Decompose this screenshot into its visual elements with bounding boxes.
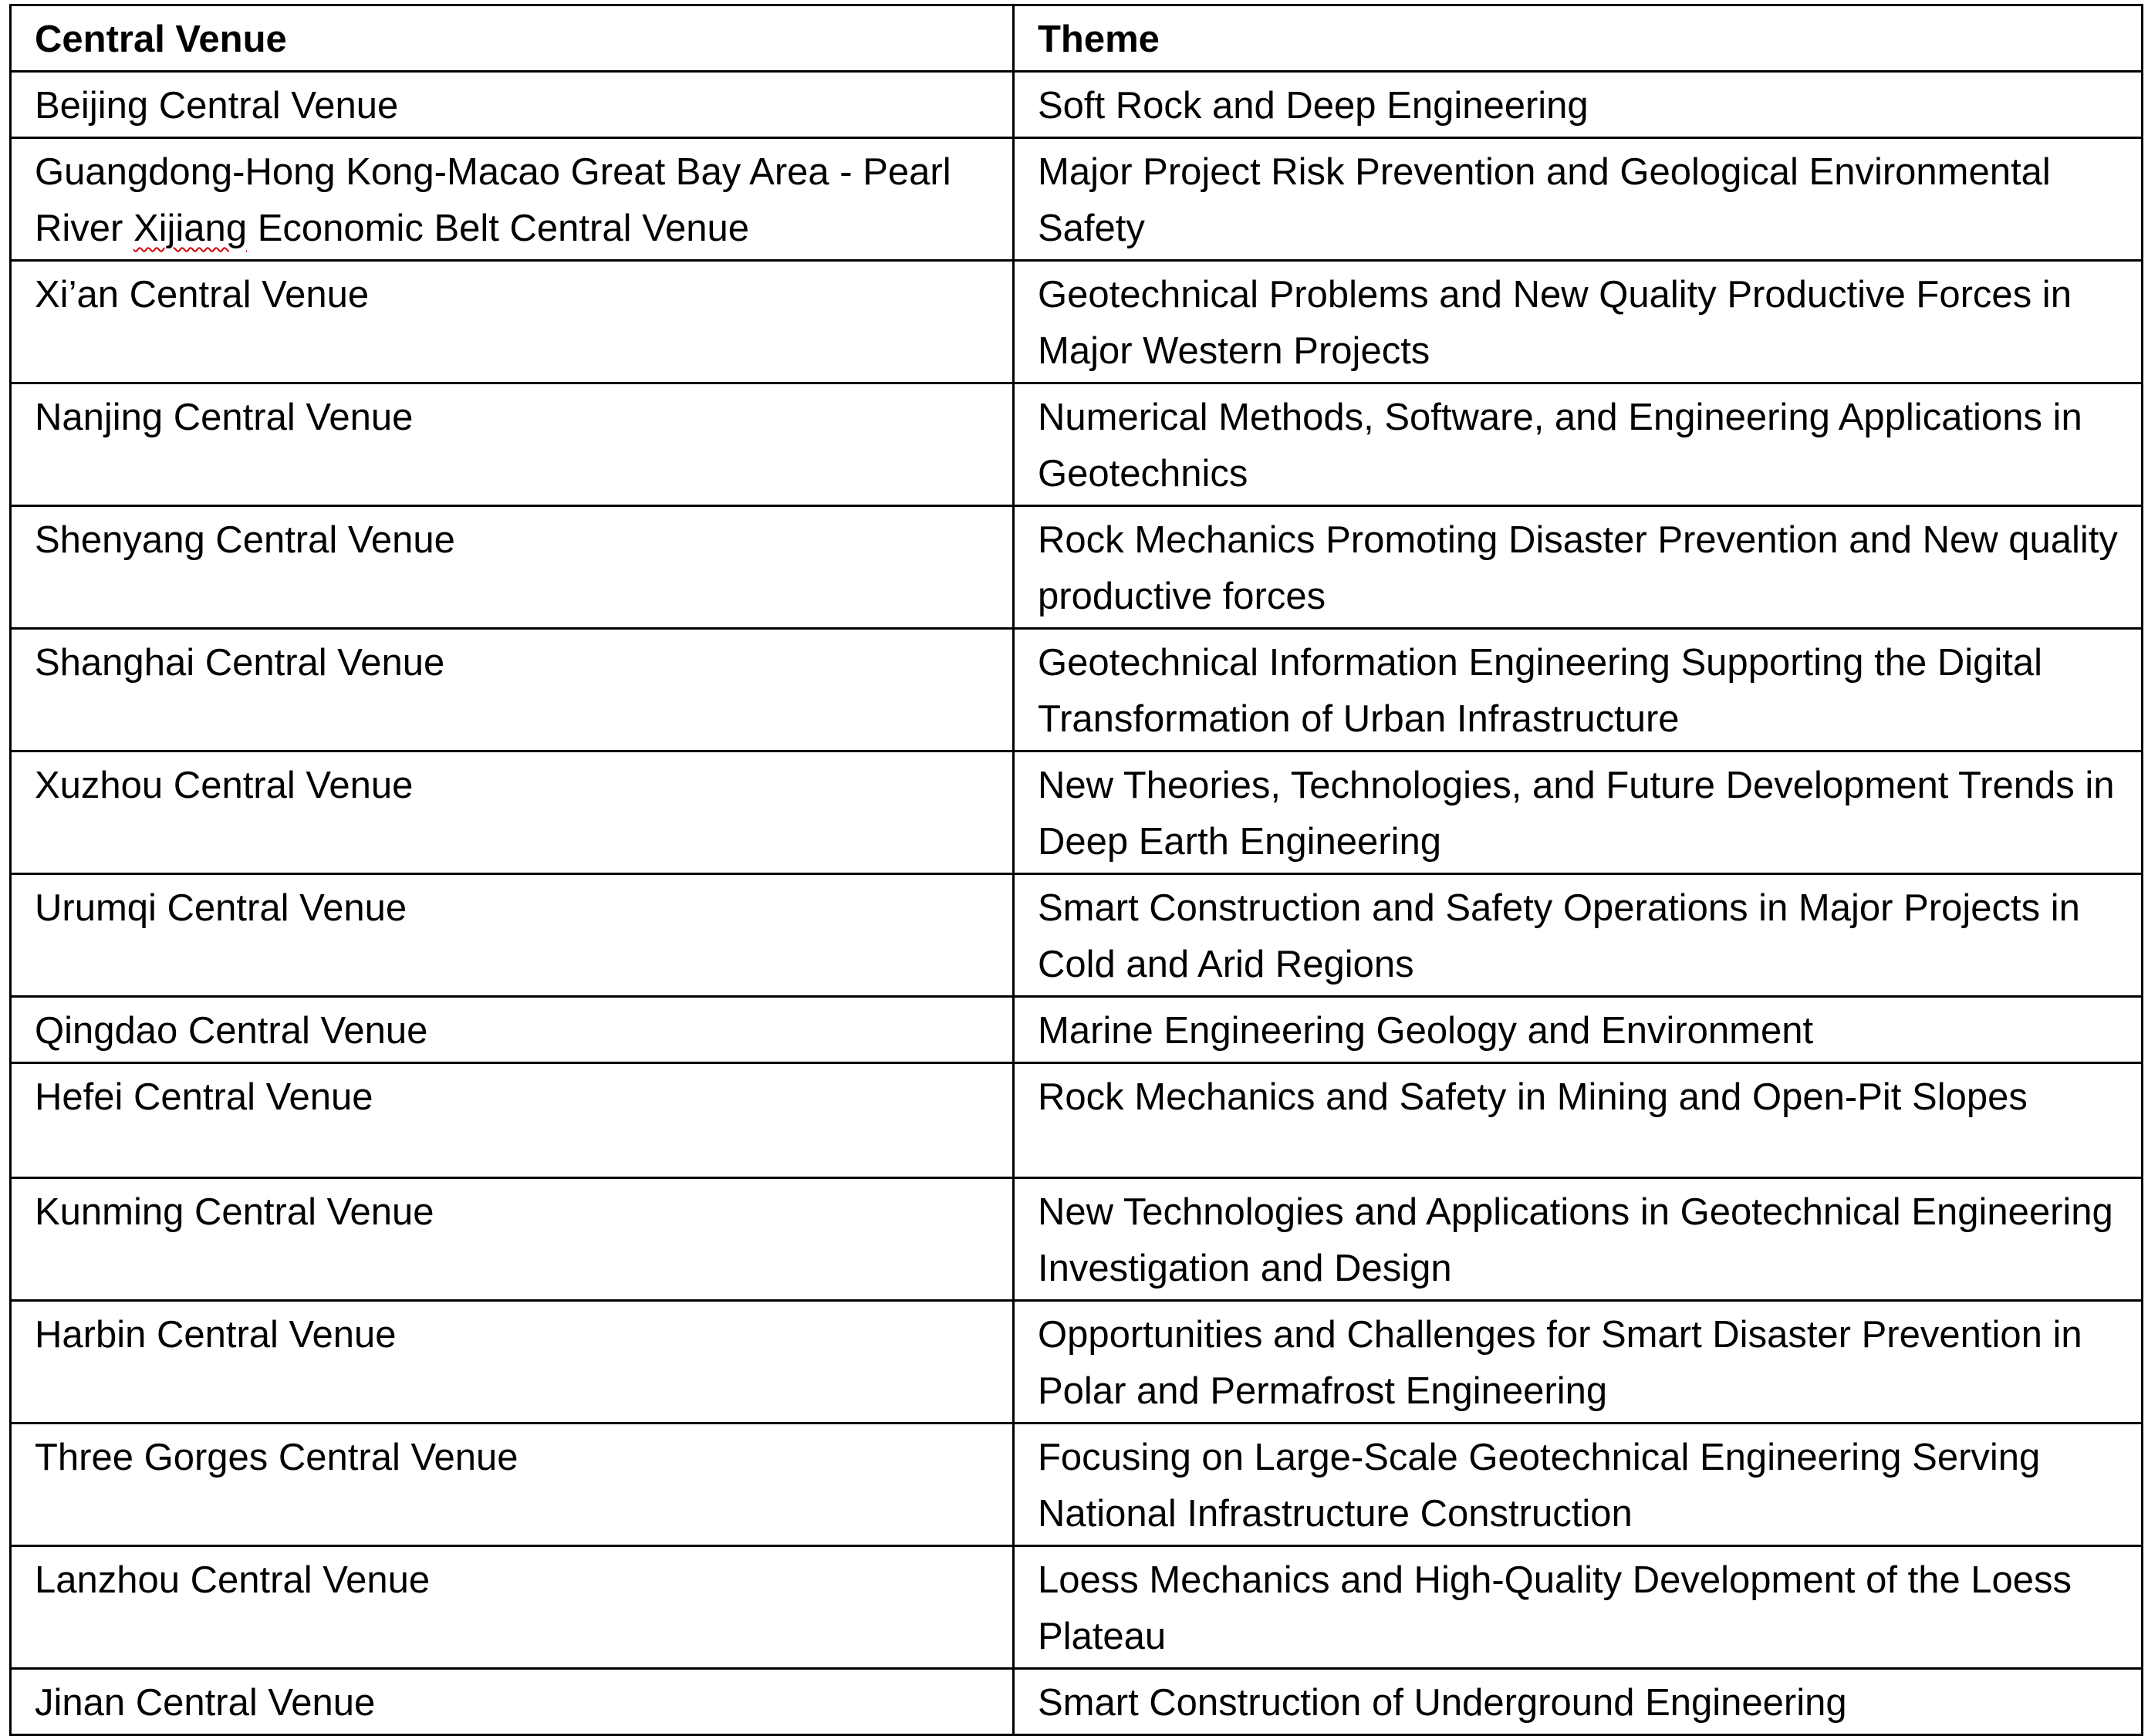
venue-cell: Shanghai Central Venue (11, 629, 1014, 751)
table-row (11, 261, 2143, 383)
venue-cell: Harbin Central Venue (11, 1301, 1014, 1424)
table-row (11, 383, 2143, 506)
table-row (11, 72, 2143, 138)
venue-cell: Shenyang Central Venue (11, 506, 1014, 629)
theme-cell: Smart Construction and Safety Operations in Major Projects in Cold and Arid Regions (1014, 874, 2143, 997)
table-row (11, 138, 2143, 261)
venue-cell: Lanzhou Central Venue (11, 1546, 1014, 1669)
venue-cell: Kunming Central Venue (11, 1178, 1014, 1301)
theme-cell: Loess Mechanics and High-Quality Development of the Loess Plateau (1014, 1546, 2143, 1669)
venue-cell: Urumqi Central Venue (11, 874, 1014, 997)
venue-cell: Xi’an Central Venue (11, 261, 1014, 383)
table-row (11, 874, 2143, 997)
venue-cell: Xuzhou Central Venue (11, 751, 1014, 874)
theme-cell: Soft Rock and Deep Engineering (1014, 72, 2143, 138)
theme-cell: Smart Construction of Underground Engineering (1014, 1669, 2143, 1735)
theme-cell: Geotechnical Information Engineering Supporting the Digital Transformation of Urban Infrastructure (1014, 629, 2143, 751)
theme-cell: Focusing on Large-Scale Geotechnical Engineering Serving National Infrastructure Construction (1014, 1424, 2143, 1546)
theme-cell: New Theories, Technologies, and Future Development Trends in Deep Earth Engineering (1014, 751, 2143, 874)
venue-cell: Hefei Central Venue (11, 1063, 1014, 1178)
header-theme: Theme (1014, 5, 2143, 72)
venue-text-part: Economic Belt Central Venue (247, 208, 750, 249)
table-row (11, 997, 2143, 1063)
venue-cell: Nanjing Central Venue (11, 383, 1014, 506)
theme-cell: Rock Mechanics and Safety in Mining and Open-Pit Slopes (1014, 1063, 2143, 1178)
venue-theme-table (9, 4, 2143, 1736)
table-row (11, 506, 2143, 629)
theme-cell: Numerical Methods, Software, and Engineering Applications in Geotechnics (1014, 383, 2143, 506)
venue-cell: Three Gorges Central Venue (11, 1424, 1014, 1546)
table-row (11, 629, 2143, 751)
theme-cell: Marine Engineering Geology and Environment (1014, 997, 2143, 1063)
spellcheck-flagged-word: Xijiang (133, 208, 248, 249)
theme-cell: Rock Mechanics Promoting Disaster Prevention and New quality productive forces (1014, 506, 2143, 629)
table-row (11, 1669, 2143, 1735)
theme-cell: Geotechnical Problems and New Quality Productive Forces in Major Western Projects (1014, 261, 2143, 383)
venue-cell: Beijing Central Venue (11, 72, 1014, 138)
table-row (11, 1178, 2143, 1301)
theme-cell: New Technologies and Applications in Geotechnical Engineering Investigation and Design (1014, 1178, 2143, 1301)
header-central-venue: Central Venue (11, 5, 1014, 72)
venue-cell: Jinan Central Venue (11, 1669, 1014, 1735)
venue-text-part: Guangdong-Hong Kong-Macao Great Bay Area - Pearl River (35, 151, 951, 249)
table-row (11, 751, 2143, 874)
table-header-row (11, 5, 2143, 72)
table-row (11, 1546, 2143, 1669)
theme-cell: Opportunities and Challenges for Smart Disaster Prevention in Polar and Permafrost Engineering (1014, 1301, 2143, 1424)
venue-cell (11, 138, 1014, 261)
theme-cell: Major Project Risk Prevention and Geological Environmental Safety (1014, 138, 2143, 261)
venue-cell: Qingdao Central Venue (11, 997, 1014, 1063)
table-row (11, 1424, 2143, 1546)
table-row (11, 1063, 2143, 1178)
table-row (11, 1301, 2143, 1424)
